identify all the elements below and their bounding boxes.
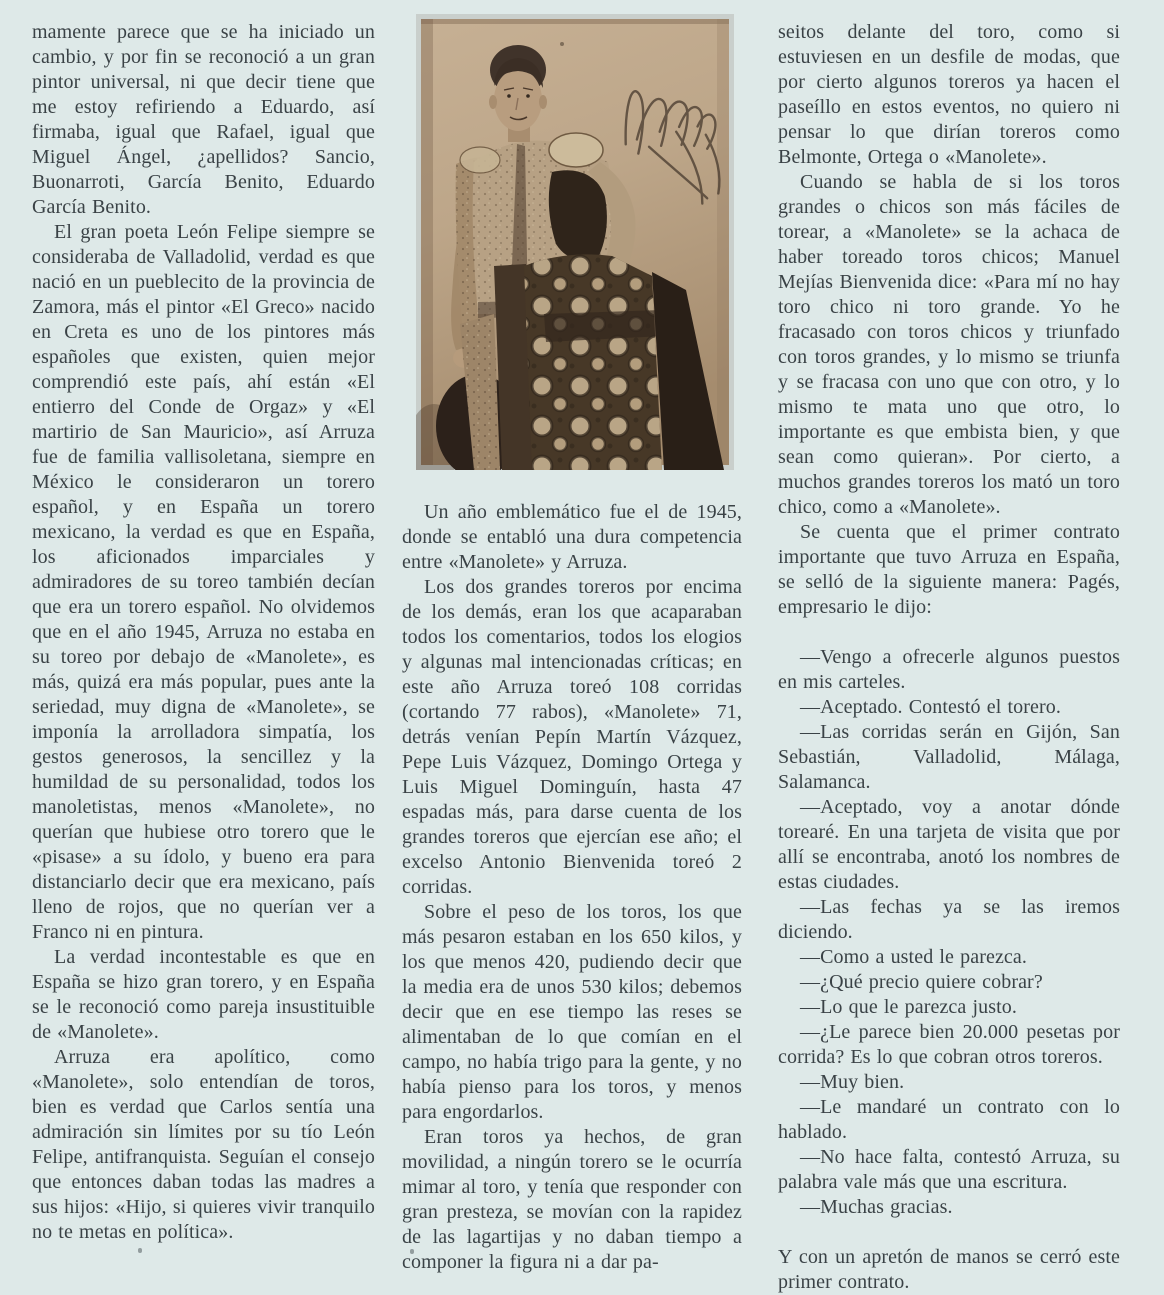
paragraph: —No hace falta, contestó Arruza, su palabra vale más que una escritura. (778, 1146, 1120, 1193)
paragraph: Se cuenta que el primer contrato importante que tuvo Arruza en España, se selló de la siguiente manera: Pagés, empresario le dijo: (778, 521, 1120, 618)
paragraph: Y con un apretón de manos se cerró este primer contrato. (778, 1246, 1120, 1293)
paragraph: —¿Qué precio quiere cobrar? (800, 971, 1043, 993)
page-crop-artifact (138, 1248, 142, 1253)
paragraph: El gran poeta León Felipe siempre se consideraba de Valladolid, verdad es que nació en un pueblecito de la provincia de Zamora, más el pintor «El Greco» nacido en Creta es uno de los pintores más españoles que existen, quien mejor comprendió este país, ahí están «El entierro del Conde de Orgaz» y «El martirio de San Mauricio», así Arruza fue de familia vallisoletana, siempre en México le consideraron un torero español, y en España un torero mexicano, la verdad es que en España, los aficionados imparciales y admiradores de su toreo también decían que era un torero español. No olvidemos que en el año 1945, Arruza no estaba en su toreo por debajo de «Manolete», es más, quizá era más popular, pues ante la seriedad, muy digna de «Manolete», se imponía la arrolladora simpatía, los gestos generosos, la sencillez y la humildad de su personalidad, todos los manoletistas, menos «Manolete», no querían que hubiese otro torero que le «pisase» a su ídolo, y bueno era para distanciarlo decir que era mexicano, país lleno de rojos, que no querían ver a Franco ni en pintura. (32, 221, 375, 943)
paragraph: —¿Le parece bien 20.000 pesetas por corrida? Es lo que cobran otros toreros. (778, 1021, 1120, 1068)
paragraph: —Como a usted le parezca. (800, 946, 1027, 968)
text-column-middle (402, 14, 742, 1275)
text-column-right (778, 20, 1120, 1295)
paragraph: —Lo que le parezca justo. (800, 996, 1017, 1018)
paragraph: Eran toros ya hechos, de gran movilidad, a ningún torero se le ocurría mimar al toro, y tenía que responder con gran presteza, se movían con la rapidez de las lagartijas y no daban tiempo a componer la figura ni a dar pa- (402, 1126, 742, 1273)
epaulette-right (549, 133, 603, 167)
paragraph: —Las corridas serán en Gijón, San Sebastián, Valladolid, Málaga, Salamanca. (778, 721, 1120, 793)
page-crop-artifact (410, 1249, 414, 1254)
paragraph: Cuando se habla de si los toros grandes o chicos son más fáciles de torear, a «Manolete» se la achaca de haber toreado toros chicos; Manuel Mejías Bienvenida dice: «Para mí no hay toro chico ni toro grande. Yo he fracasado con toros chicos y triunfado con toros grandes, y lo mismo se triunfa y se fracasa con uno que con otro, y lo mismo te mata uno que otro, lo importante es que embista bien, y que sean como quieran». Por cierto, a muchos grandes toreros los mató un toro chico, como a «Manolete». (778, 171, 1120, 518)
text-column-middle-body (402, 500, 742, 1275)
paragraph: Los dos grandes toreros por encima de los demás, eran los que acaparaban todos los comentarios, todos los elogios y algunas mal intencionadas críticas; en este año Arruza toreó 108 corridas (cortando 77 rabos), «Manolete» 71, detrás venían Pepín Martín Vázquez, Pepe Luis Vázquez, Domingo Ortega y Luis Miguel Dominguín, hasta 47 espadas más, para darse cuenta de los grandes toreros que ejercían ese año; el excelso Antonio Bienvenida toreó 2 corridas. (402, 576, 742, 898)
text-column-left (32, 20, 375, 1245)
paragraph: Sobre el peso de los toros, los que más pesaron estaban en los 650 kilos, y los que menos 420, pudiendo decir que la media era de unos 530 kilos; debemos decir que en ese tiempo las reses se alimentaban de lo que comían en el campo, no había trigo para la gente, y no había pienso para los toros, y menos para engordarlos. (402, 901, 742, 1123)
torero-photo-illustration (416, 14, 734, 470)
paragraph: —Aceptado, voy a anotar dónde torearé. En una tarjeta de visita que por allí se encontraba, anotó los nombres de estas ciudades. (778, 796, 1120, 893)
epaulette-left (460, 147, 500, 173)
paragraph: Arruza era apolítico, como «Manolete», solo entendían de toros, bien es verdad que Carlos sentía una admiración sin límites por su tío León Felipe, antifranquista. Seguían el consejo que entonces daban todas las madres a sus hijos: «Hijo, si quieres vivir tranquilo no te metas en política». (32, 1046, 375, 1243)
paragraph: mamente parece que se ha iniciado un cambio, y por fin se reconoció a un gran pintor universal, ni que decir tiene que me estoy refiriendo a Eduardo, así firmaba, igual que Rafael, igual que Miguel Ángel, ¿apellidos? Sancio, Buonarroti, García Benito, Eduardo García Benito. (32, 21, 375, 218)
paragraph: La verdad incontestable es que en España se hizo gran torero, y en España se le reconoció como pareja insustituible de «Manolete». (32, 946, 375, 1043)
paragraph: —Aceptado. Contestó el torero. (800, 696, 1061, 718)
paragraph: —Vengo a ofrecerle algunos puestos en mis carteles. (778, 646, 1120, 693)
paragraph: —Le mandaré un contrato con lo hablado. (778, 1096, 1120, 1143)
paragraph: —Muchas gracias. (800, 1196, 953, 1218)
paragraph: Un año emblemático fue el de 1945, donde se entabló una dura competencia entre «Manolete» y Arruza. (402, 501, 742, 573)
paragraph: seitos delante del toro, como si estuviesen en un desfile de modas, que por cierto algunos toreros ya hacen el paseíllo en estos eventos, no quiero ni pensar lo que dirían toreros como Belmonte, Ortega o «Manolete». (778, 21, 1120, 168)
paragraph: —Las fechas ya se las iremos diciendo. (778, 896, 1120, 943)
torero-photo (416, 14, 734, 470)
paragraph: —Muy bien. (800, 1071, 905, 1093)
